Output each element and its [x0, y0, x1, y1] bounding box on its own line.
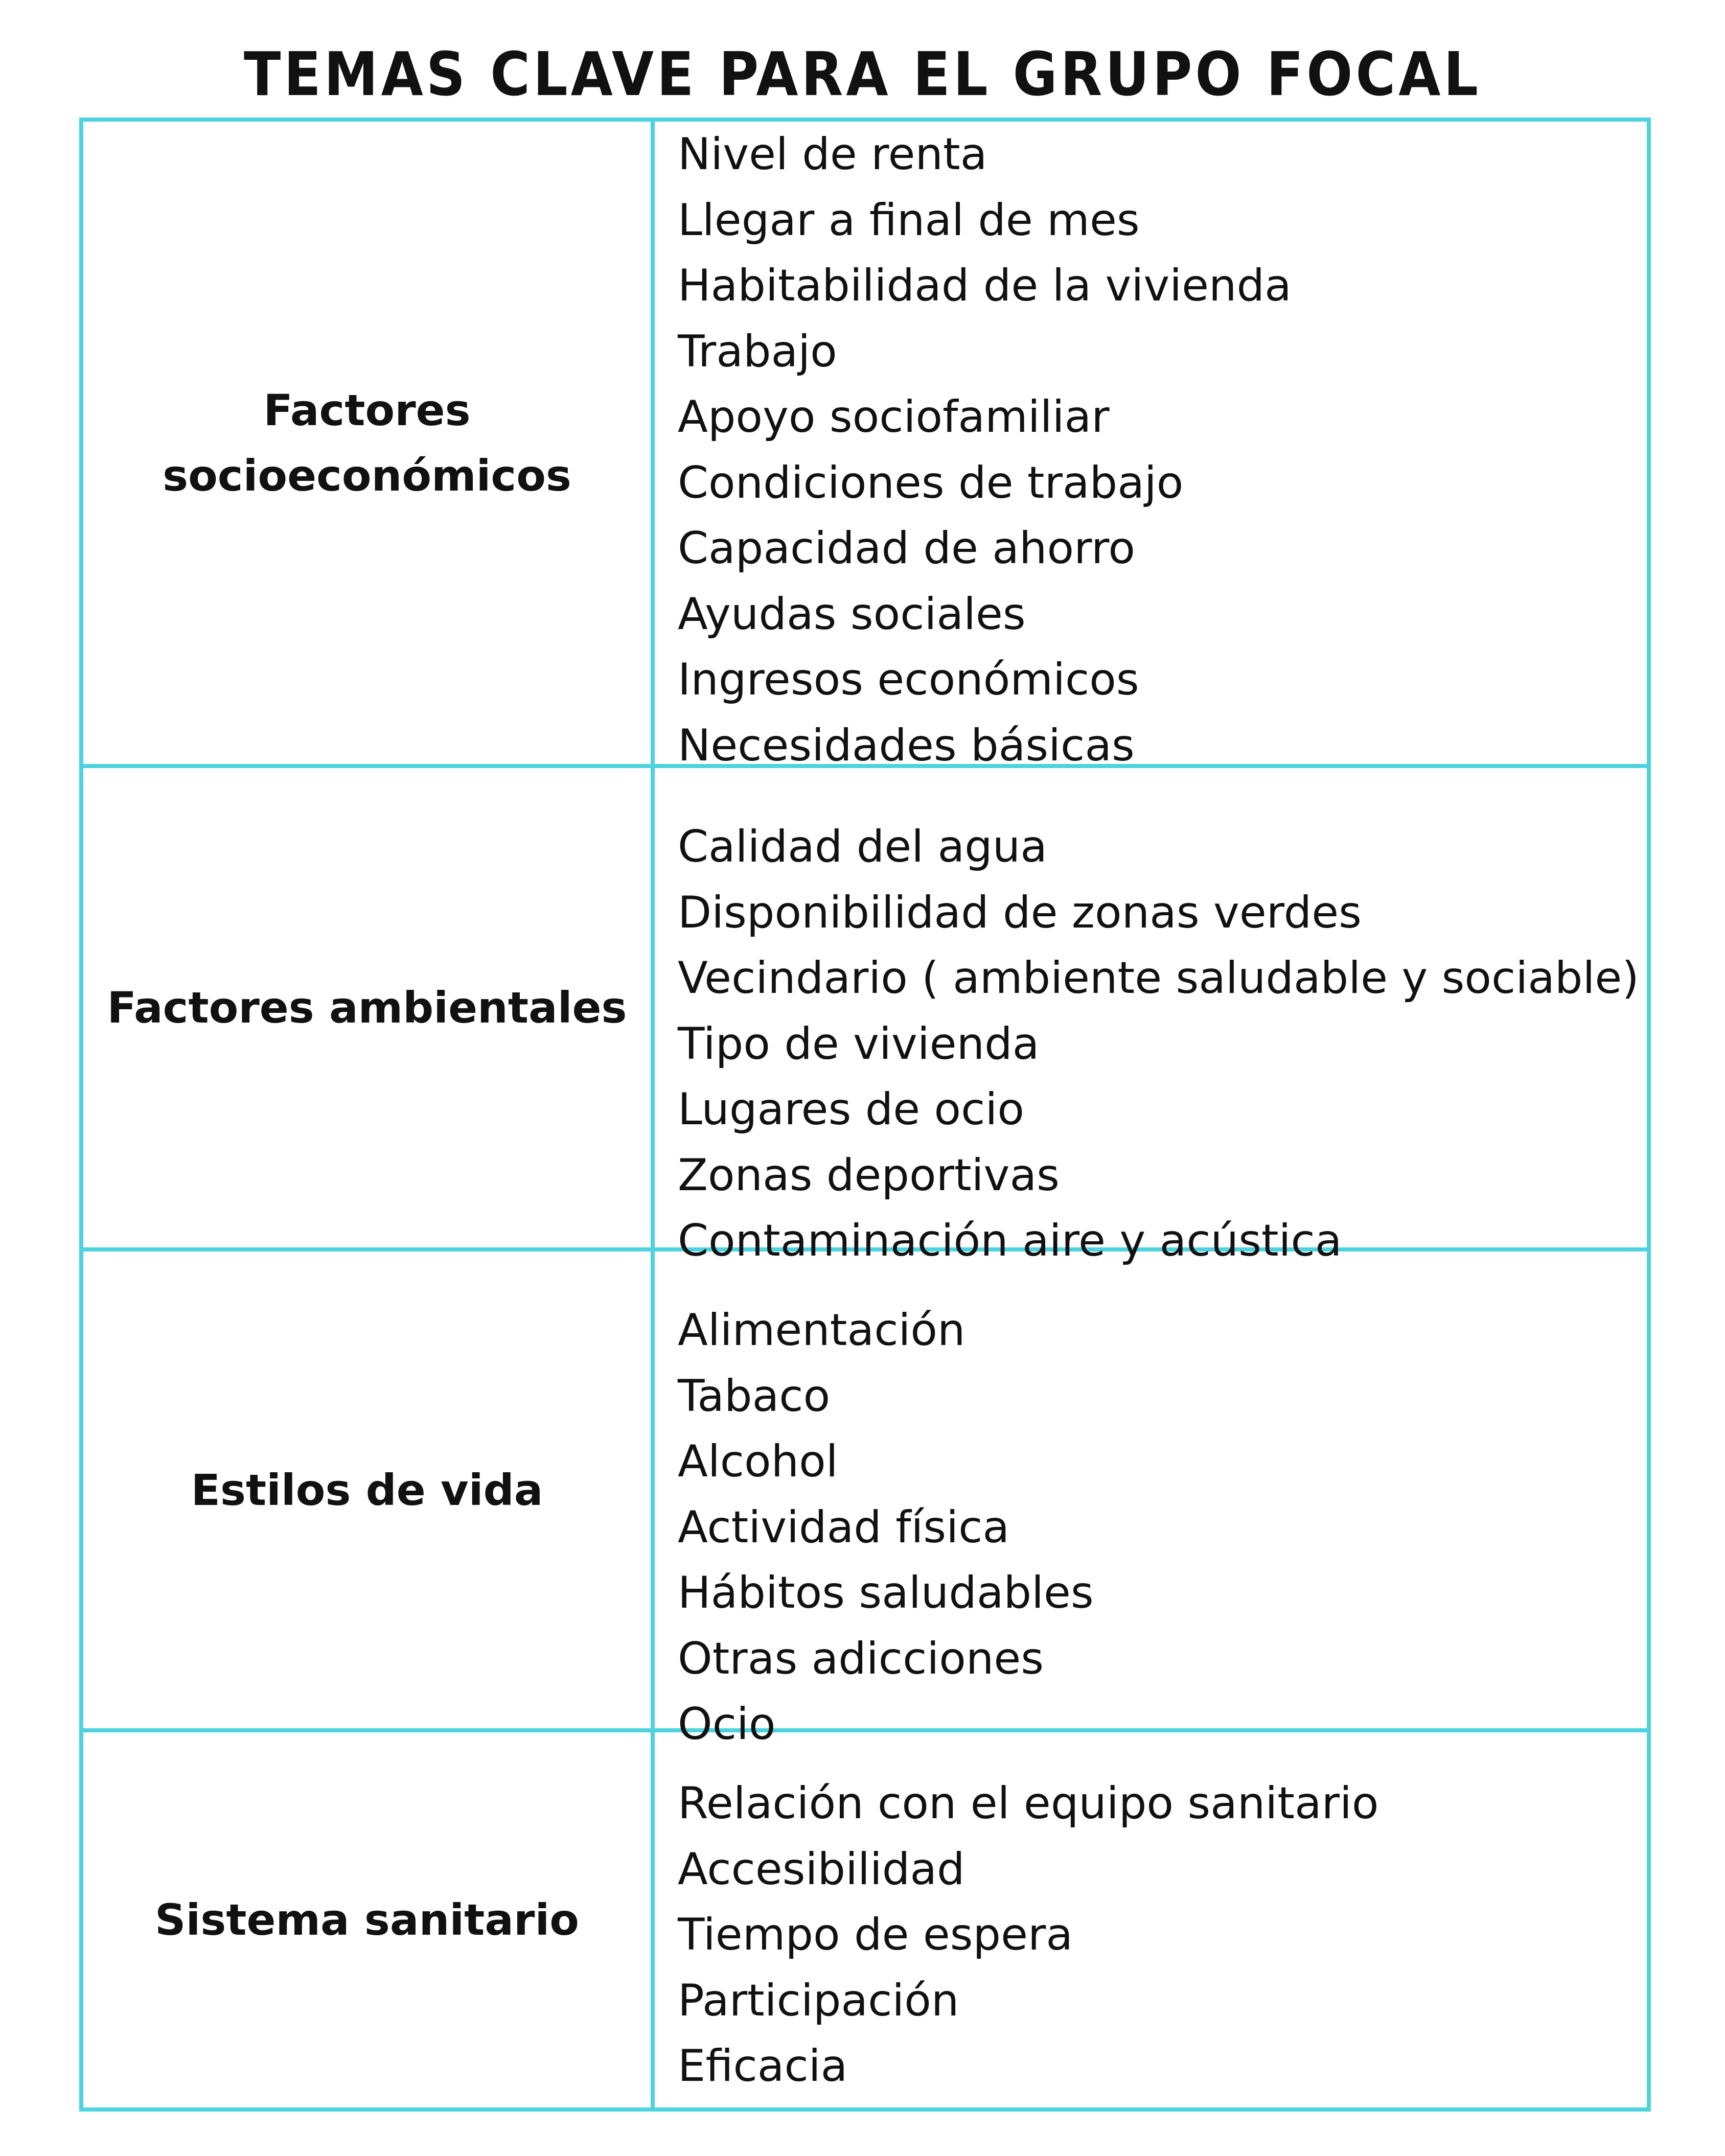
- topics-table: [79, 118, 1651, 2112]
- list-item: Trabajo: [678, 326, 837, 377]
- list-item: Actividad física: [678, 1501, 1010, 1553]
- list-item: Capacidad de ahorro: [678, 523, 1136, 574]
- list-item: Hábitos saludables: [678, 1567, 1094, 1618]
- list-item: Otras adicciones: [678, 1633, 1044, 1684]
- list-item: Alimentación: [678, 1305, 965, 1356]
- category-cell: [83, 768, 655, 1247]
- list-item: Condiciones de trabajo: [678, 457, 1184, 508]
- list-item: Ocio: [678, 1699, 776, 1750]
- list-item: Disponibilidad de zonas verdes: [678, 887, 1362, 938]
- list-item: Tipo de vivienda: [678, 1018, 1040, 1070]
- list-item: Necesidades básicas: [678, 720, 1135, 771]
- items-cell: [655, 122, 1647, 771]
- category-label-lifestyle: Estilos de vida: [191, 1465, 543, 1515]
- category-label-socioeconomic: Factores socioeconómicos: [163, 385, 571, 501]
- list-item: Ayudas sociales: [678, 588, 1026, 640]
- items-cell: [655, 1732, 1647, 2107]
- list-item: Relación con el equipo sanitario: [678, 1778, 1379, 1829]
- table-row-environmental: [83, 764, 1647, 1266]
- list-item: Lugares de ocio: [678, 1084, 1024, 1135]
- table-row-lifestyle: [83, 1247, 1647, 1750]
- list-item: Tabaco: [678, 1370, 831, 1422]
- list-item: Apoyo sociofamiliar: [678, 391, 1110, 443]
- list-item: Llegar a final de mes: [678, 194, 1140, 246]
- list-item: Nivel de renta: [678, 129, 987, 180]
- category-cell: [83, 1732, 655, 2107]
- items-cell: [655, 768, 1647, 1266]
- category-cell: [83, 1251, 655, 1728]
- list-item: Ingresos económicos: [678, 654, 1139, 705]
- list-item: Tiempo de espera: [678, 1909, 1073, 1960]
- category-label-environmental: Factores ambientales: [107, 983, 627, 1033]
- list-item: Contaminación aire y acústica: [678, 1215, 1342, 1266]
- page-title: TEMAS CLAVE PARA EL GRUPO FOCAL: [243, 39, 1482, 109]
- category-cell: [83, 122, 655, 764]
- list-item: Habitabilidad de la vivienda: [678, 260, 1292, 311]
- list-item: Calidad del agua: [678, 821, 1047, 872]
- list-item: Eficacia: [678, 2041, 848, 2092]
- list-item: Participación: [678, 1975, 959, 2026]
- list-item: Vecindario ( ambiente saludable y sociable): [678, 953, 1639, 1004]
- list-item: Zonas deportivas: [678, 1149, 1060, 1201]
- list-item: Alcohol: [678, 1436, 838, 1487]
- list-item: Accesibilidad: [678, 1843, 965, 1895]
- category-label-health-system: Sistema sanitario: [155, 1895, 579, 1945]
- items-cell: [655, 1251, 1647, 1750]
- table-row-socioeconomic: [83, 122, 1647, 771]
- table-row-health-system: [83, 1728, 1647, 2107]
